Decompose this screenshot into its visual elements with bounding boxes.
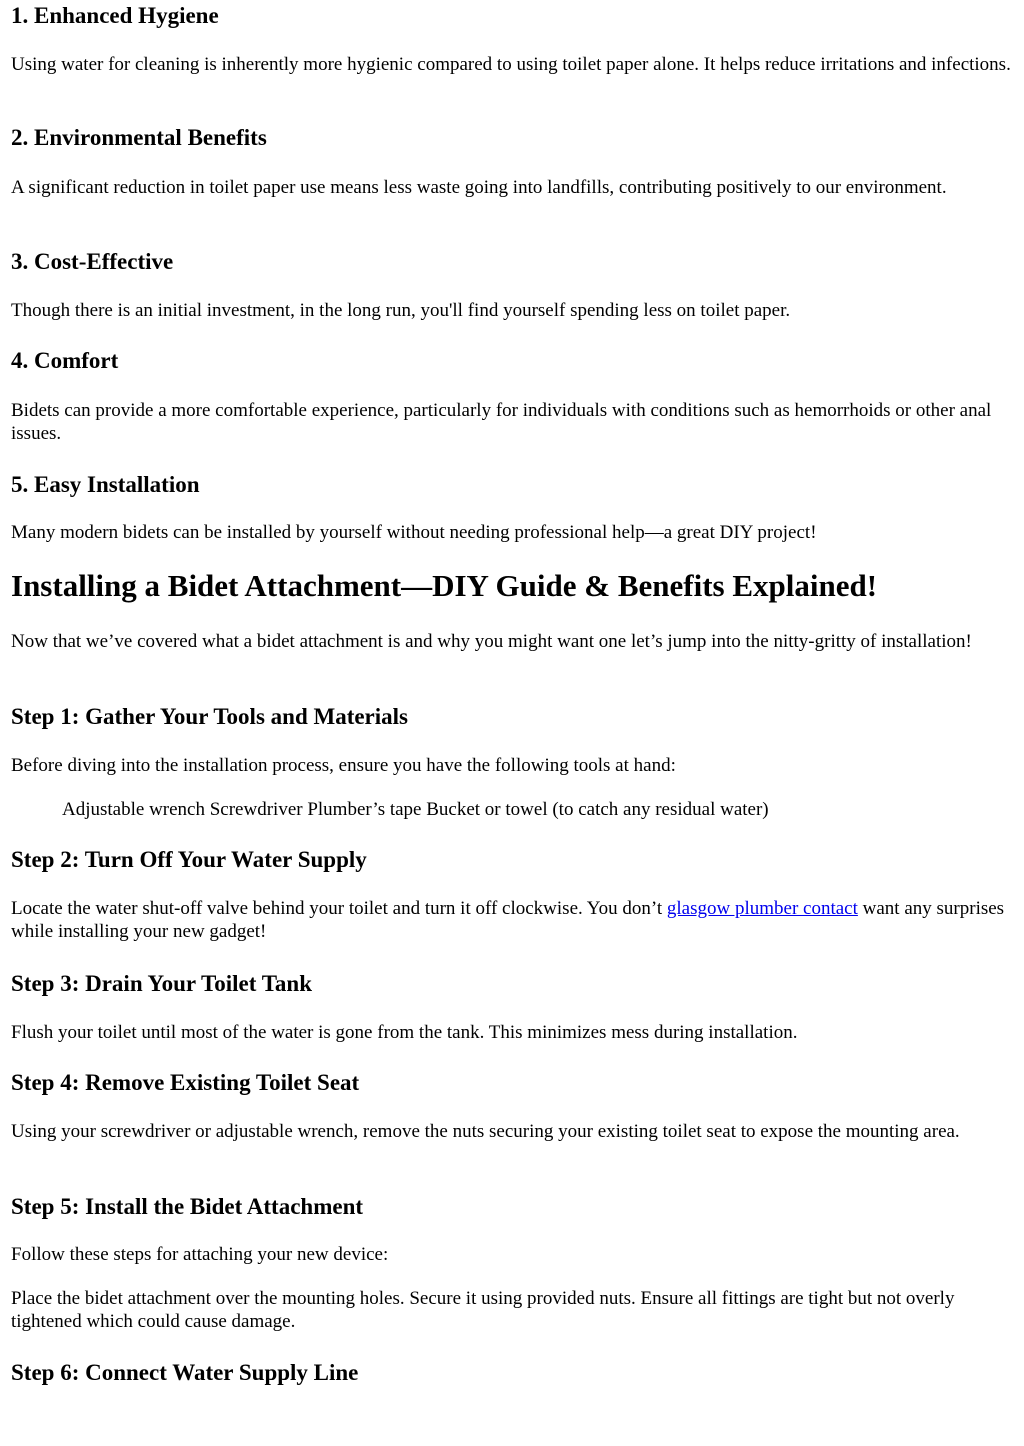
guide-intro: Now that we’ve covered what a bidet attachment is and why you might want one let’s jump into the nitty-gritty of installation! bbox=[11, 631, 972, 652]
step-2-text-after: want any surprises while installing your new gadget! bbox=[11, 898, 1005, 942]
step-1-heading: Step 1: Gather Your Tools and Materials bbox=[11, 704, 408, 729]
benefit-text-4: Bidets can provide a more comfortable experience, particularly for individuals with conditions such as hemorrhoids or other anal issues. bbox=[11, 400, 992, 444]
benefit-heading-4: 4. Comfort bbox=[11, 348, 119, 373]
step-4-text: Using your screwdriver or adjustable wrench, remove the nuts securing your existing toilet seat to expose the mounting area. bbox=[11, 1121, 960, 1142]
step-5-text-2: Place the bidet attachment over the mounting holes. Secure it using provided nuts. Ensure all fittings are tight but not overly tightened which could cause damage. bbox=[11, 1288, 955, 1332]
step-1-tools: Adjustable wrench Screwdriver Plumber’s tape Bucket or towel (to catch any residual water) bbox=[62, 799, 769, 820]
benefit-text-2: A significant reduction in toilet paper use means less waste going into landfills, contributing positively to our environment. bbox=[11, 177, 947, 198]
benefit-heading-5: 5. Easy Installation bbox=[11, 472, 200, 497]
step-6-heading: Step 6: Connect Water Supply Line bbox=[11, 1360, 359, 1385]
step-2-text bbox=[11, 897, 1014, 943]
guide-title: Installing a Bidet Attachment—DIY Guide & Benefits Explained! bbox=[11, 568, 878, 603]
step-2-heading: Step 2: Turn Off Your Water Supply bbox=[11, 847, 367, 872]
step-4-heading: Step 4: Remove Existing Toilet Seat bbox=[11, 1070, 360, 1095]
benefit-text-1: Using water for cleaning is inherently more hygienic compared to using toilet paper alone. It helps reduce irritations and infections. bbox=[11, 54, 1011, 75]
benefit-heading-1: 1. Enhanced Hygiene bbox=[11, 3, 219, 28]
step-5-heading: Step 5: Install the Bidet Attachment bbox=[11, 1194, 364, 1219]
step-2-text-before: Locate the water shut-off valve behind your toilet and turn it off clockwise. You don’t bbox=[11, 898, 667, 919]
benefit-heading-2: 2. Environmental Benefits bbox=[11, 125, 267, 150]
benefit-heading-3: 3. Cost-Effective bbox=[11, 249, 174, 274]
step-5-text: Follow these steps for attaching your new device: bbox=[11, 1244, 389, 1265]
step-3-heading: Step 3: Drain Your Toilet Tank bbox=[11, 971, 313, 996]
glasgow-plumber-link[interactable]: glasgow plumber contact bbox=[666, 898, 858, 919]
benefit-text-5: Many modern bidets can be installed by yourself without needing professional help—a great DIY project! bbox=[11, 522, 817, 543]
step-1-text: Before diving into the installation process, ensure you have the following tools at hand: bbox=[11, 755, 676, 776]
step-3-text: Flush your toilet until most of the water is gone from the tank. This minimizes mess during installation. bbox=[11, 1022, 798, 1043]
benefit-text-3: Though there is an initial investment, in the long run, you'll find yourself spending less on toilet paper. bbox=[11, 300, 791, 321]
